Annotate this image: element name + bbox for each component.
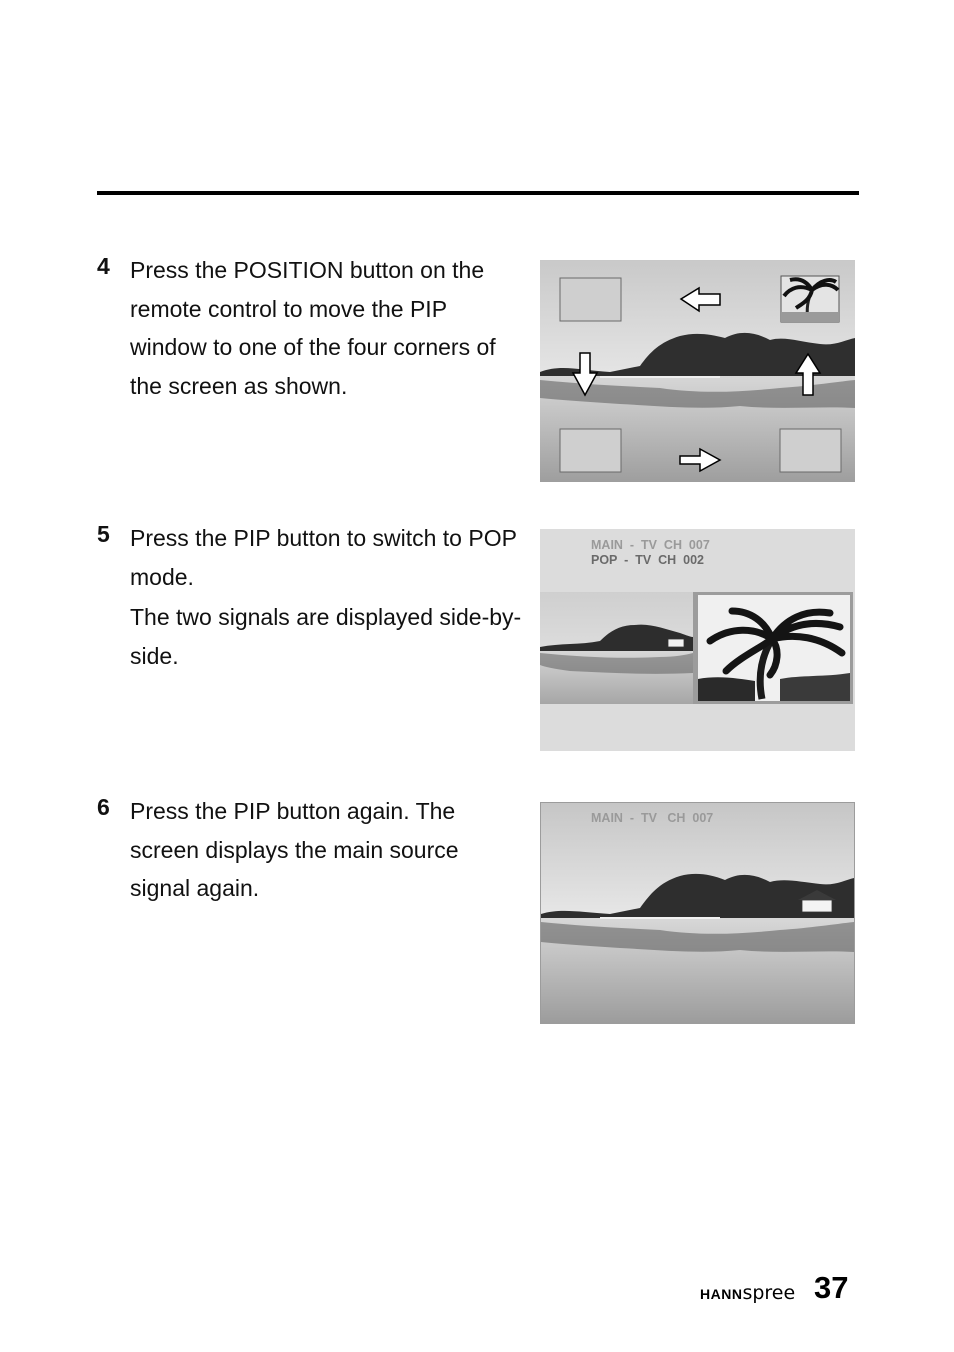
lake-scene: [540, 802, 855, 1024]
step-paragraph: Press the PIP button again. The screen displays the main source signal again.: [130, 798, 459, 902]
pip-window-palm: [781, 276, 839, 322]
step-paragraph: Press the PIP button to switch to POP mode.: [130, 525, 517, 590]
brand-bold: HANN: [700, 1286, 743, 1302]
step-text: [130, 792, 525, 908]
page-number: 37: [814, 1270, 849, 1305]
osd-pop-label: POP - TV CH 002: [591, 553, 705, 567]
pop-screen: [540, 529, 855, 751]
step-text: [130, 519, 525, 676]
pip-slot-bottom-left: [560, 429, 621, 472]
osd-main-label: MAIN - TV CH 007: [591, 538, 710, 552]
brand-logo: [700, 1281, 795, 1306]
step-number: 4: [97, 253, 110, 279]
lake-scene: [540, 260, 855, 482]
pop-main-picture: [540, 592, 693, 704]
step-paragraph: Press the POSITION button on the remote control to move the PIP window to one of the four corners of the screen as shown.: [130, 257, 496, 400]
step-number: 5: [97, 521, 110, 547]
step-paragraph: The two signals are displayed side-by-side.: [130, 604, 522, 670]
step-text: [130, 251, 525, 406]
pop-sub-picture: [695, 592, 853, 704]
pop-mode-screenshot: [540, 529, 855, 751]
pip-slot-bottom-right: [780, 429, 841, 472]
pip-position-screenshot: [540, 260, 855, 482]
osd-main-label: MAIN - TV CH 007: [591, 811, 714, 825]
brand-light: spree: [742, 1282, 796, 1304]
main-source-screenshot: [540, 802, 855, 1024]
step-number: 6: [97, 794, 110, 820]
pip-slot-top-left: [560, 278, 621, 321]
header-rule: [97, 191, 859, 195]
